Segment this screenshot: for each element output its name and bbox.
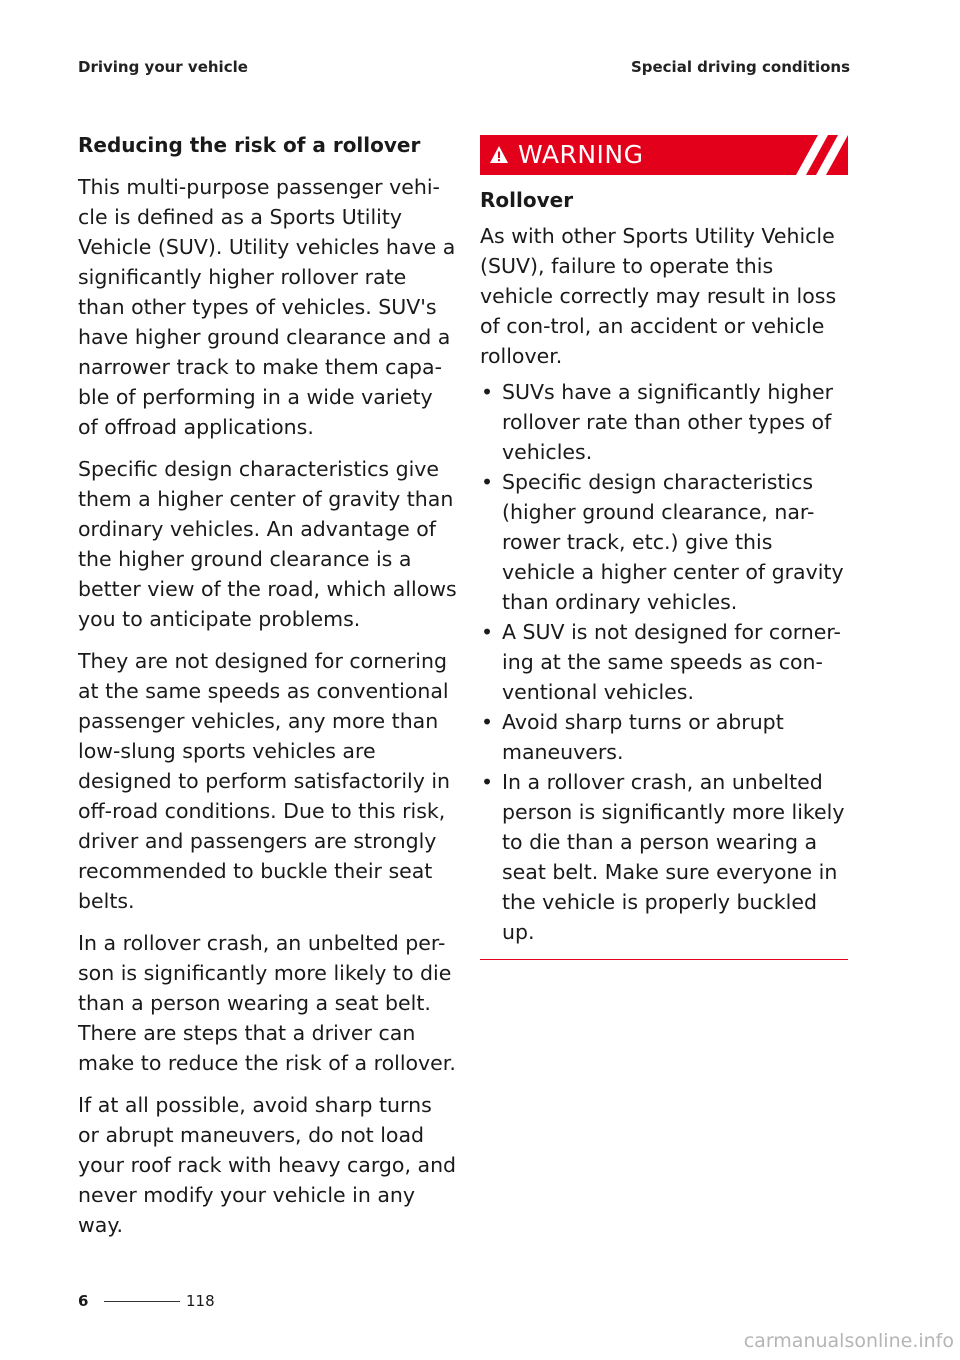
running-header-right: Special driving conditions [630,58,850,76]
bullet-dot: • [480,470,494,494]
warning-banner [480,135,848,175]
warning-label: WARNING [518,140,644,169]
warning-triangle-icon [489,145,509,165]
bullet-item [480,467,848,617]
paragraph-4: In a rollover crash, an unbelted per-son is significantly more likely to die than a person wearing a seat belt. There are steps that a driver can make to reduce the risk of a rollover. [78,931,456,1075]
running-header-left: Driving your vehicle [78,58,248,76]
bullet-item [480,707,848,767]
warning-subtitle: Rollover [480,188,574,212]
footer-divider [104,1301,180,1302]
bullet-text: SUVs have a significantly higher rollover rate than other types of vehicles. [502,380,834,464]
warning-end-rule [480,959,848,960]
page-number: 118 [186,1292,215,1310]
warning-box [480,135,848,960]
bullet-text: Specific design characteristics (higher ground clearance, nar-rower track, etc.) give this vehicle a higher center of gravity than ordinary vehicles. [502,470,844,614]
bullet-text: In a rollover crash, an unbelted person is significantly more likely to die than a person wearing a seat belt. Make sure everyone in the vehicle is properly buckled up. [502,770,845,944]
paragraph-1: This multi-purpose passenger vehi-cle is defined as a Sports Utility Vehicle (SUV). Utility vehicles have a significantly higher rollover rate than other types of vehicles. SUV's have higher ground clearance and a narrower track to make them capa-ble of performing in a wide variety of offroad applications. [78,175,456,439]
paragraph-2: Specific design characteristics give them a higher center of gravity than ordinary vehicles. An advantage of the higher ground clearance is a better view of the road, which allows you to anticipate problems. [78,457,457,631]
warning-bullet-list [480,377,848,947]
paragraph-5: If at all possible, avoid sharp turns or abrupt maneuvers, do not load your roof rack with heavy cargo, and never modify your vehicle in any way. [78,1093,457,1237]
bullet-text: Avoid sharp turns or abrupt maneuvers. [502,710,784,764]
bullet-dot: • [480,620,494,644]
section-title: Reducing the risk of a rollover [78,133,421,157]
bullet-item [480,767,848,947]
chapter-number: 6 [78,1292,89,1310]
warning-stripes-decoration [788,135,848,175]
watermark: carmanualsonline.info [743,1330,954,1352]
bullet-dot: • [480,770,494,794]
bullet-item [480,377,848,467]
bullet-dot: • [480,380,494,404]
paragraph-3: They are not designed for cornering at the same speeds as conventional passenger vehicles, any more than low-slung sports vehicles are designed to perform satisfactorily in off-road conditions. Due to this risk, driver and passengers are strongly recommended to buckle their seat belts. [78,649,451,913]
warning-intro: As with other Sports Utility Vehicle (SUV), failure to operate this vehicle correctly may result in loss of con-trol, an accident or vehicle rollover. [480,224,837,368]
bullet-dot: • [480,710,494,734]
left-column [78,130,458,1252]
bullet-item [480,617,848,707]
bullet-text: A SUV is not designed for corner-ing at the same speeds as con-ventional vehicles. [502,620,841,704]
